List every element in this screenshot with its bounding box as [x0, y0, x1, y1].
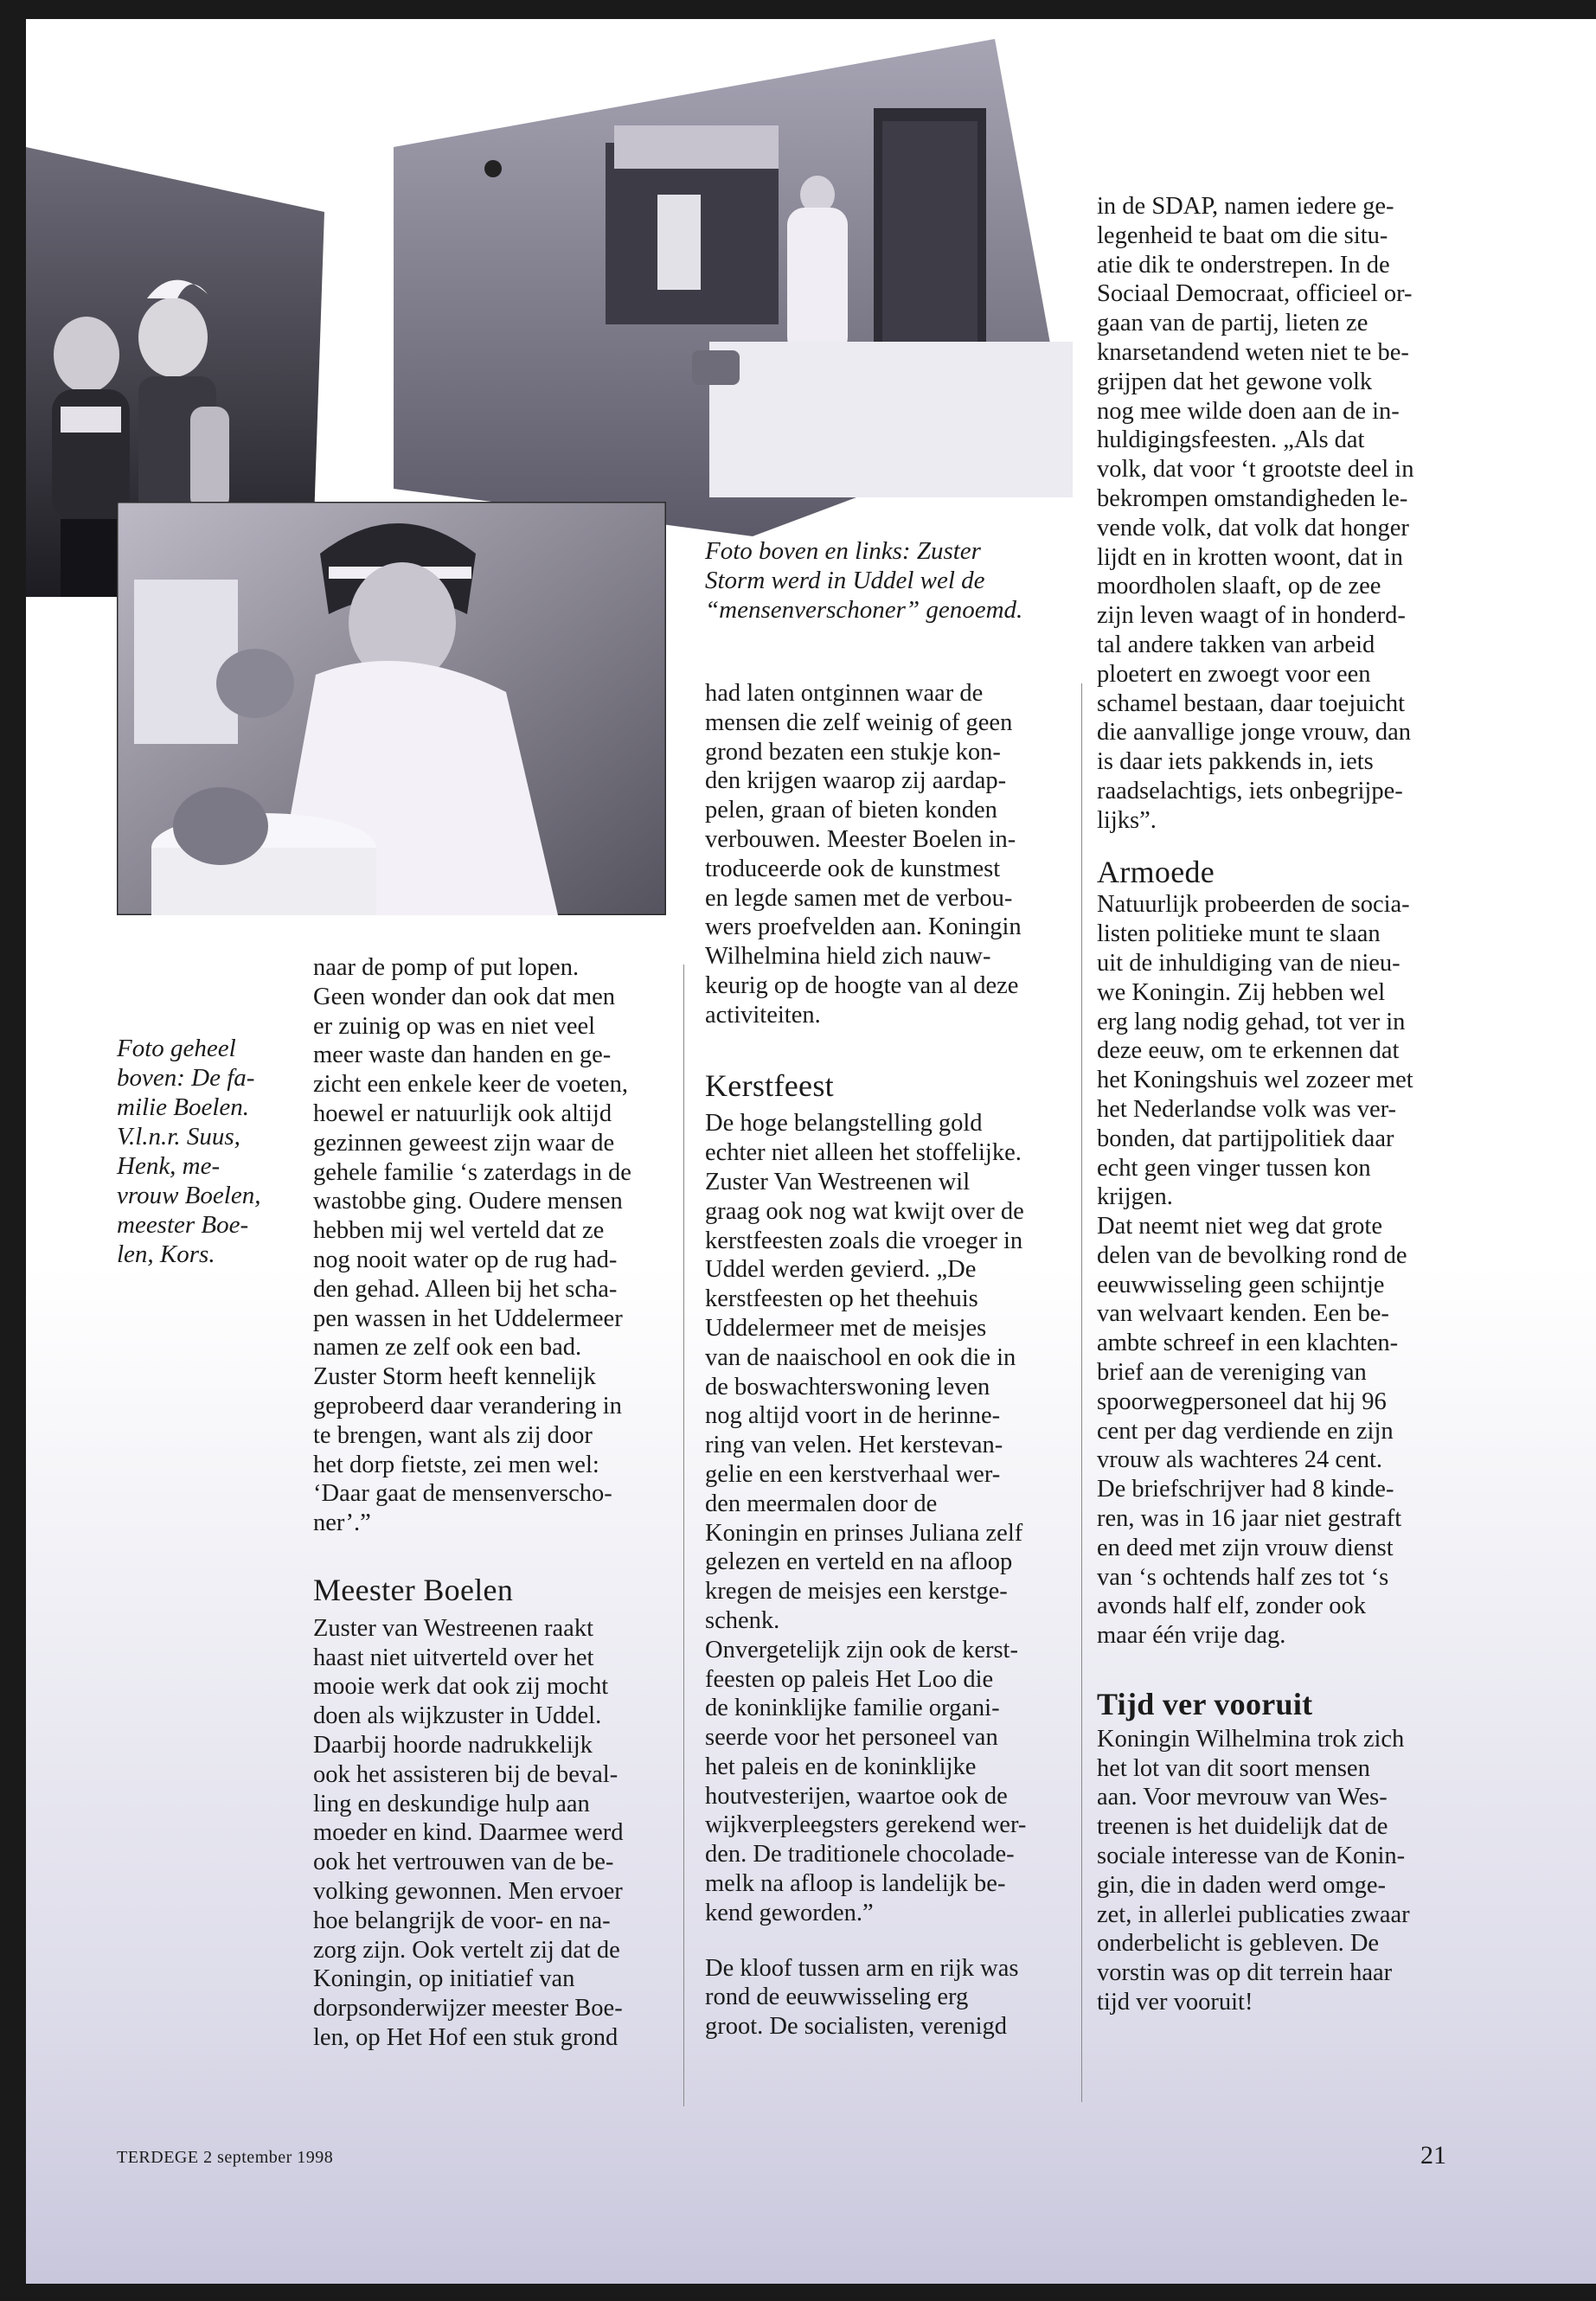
column-3-paragraph-2: Natuurlijk probeerden de socia- listen politieke munt te slaan uit de inhuldiging van de nieu- we Koningin. Zij hebben wel erg lang nodig gehad, tot ver in deze eeuw, om te erkennen dat het Koningshuis wel zozeer met het Nederlandse volk was ver- bonden, dat partijpolitiek daar echt geen vinger tussen kon krijgen. — [1097, 891, 1413, 1211]
column-2-paragraph-3: Onvergetelijk zijn ook de kerst- feesten op paleis Het Loo die de koninklijke familie organi- seerde voor het personeel van het paleis en de koninklijke houtvesterijen, waartoe ook de wijkverpleegsters gerekend wer- den. De traditionele chocolade- melk na afloop is landelijk be- kend geworden.” — [705, 1636, 1027, 1926]
column-1-paragraph-2: Zuster van Westreenen raakt haast niet uitverteld over het mooie werk dat ook zij mocht doen als wijkzuster in Uddel. Daarbij hoorde nadrukkelijk ook het assisteren bij de beval- ling en deskundige hulp aan moeder en kind. Daarmee werd ook het vertrouwen van de be- volking gewonnen. Men ervoer hoe belangrijk de voor- en na- zorg zijn. Ook vertelt zij dat de Koningin, op initiatief van dorpsonderwijzer meester Boe- len, op Het Hof een stuk grond — [313, 1614, 624, 2051]
photo-kitchen — [381, 39, 1081, 541]
scan-edge-top — [0, 0, 1596, 19]
photo-nurse — [117, 502, 666, 915]
column-3-paragraph-1: in de SDAP, namen iedere ge- legenheid te baat om die situ- atie dik te onderstrepen. In de Sociaal Democraat, officieel or- gaan van de partij, lieten ze knarsetandend weten niet te be- grijpen dat het gewone volk nog mee wilde doen aan de in- huldigingsfeesten. „Als dat volk, dat voor ‘t grootste deel in bekrompen omstandigheden le- vende volk, dat volk dat honger lijdt en in krotten woont, dat in moordholen slaaft, op de zee zijn leven waagt of in honderd- tal andere takken van arbeid ploetert en zwoegt voor een schamel bestaan, daar toejuicht die aanvallige jonge vrouw, dan is daar iets pakkends in, iets raadselachtigs, iets onbegrijpe- lijks”. — [1097, 193, 1414, 834]
column-1-paragraph-1: naar de pomp of put lopen. Geen wonder dan ook dat men er zuinig op was en niet veel meer waste dan handen en ge- zicht een enkele keer de voeten, hoewel er natuurlijk ook altijd gezinnen geweest zijn waar de gehele familie ‘s zaterdags in de wastobbe ging. Oudere mensen hebben mij wel verteld dat ze nog nooit water op de rug had- den gehad. Alleen bij het scha- pen wassen in het Uddelermeer namen ze zelf ook een bad. Zuster Storm heeft kennelijk geprobeerd daar verandering in te brengen, want als zij door het dorp fietste, zei men wel: ‘Daar gaat de mensenverscho- ner’.” — [313, 954, 631, 1537]
scan-edge-left — [0, 0, 26, 2301]
footer-publication: TERDEGE 2 september 1998 — [117, 2148, 334, 2167]
article-column-2 — [705, 679, 1073, 2041]
column-3-paragraph-4: Koningin Wilhelmina trok zich het lot van dit soort mensen aan. Voor mevrouw van Wes- treenen is het duidelijk dat de sociale interesse van de Konin- gin, die in daden werd omge- zet, in allerlei publicaties zwaar onderbelicht is gebleven. De vorstin was op dit terrein haar tijd ver vooruit! — [1097, 1725, 1410, 2016]
heading-tijd-ver-vooruit: Tijd ver vooruit — [1097, 1687, 1313, 1722]
photo-nurse-image — [117, 502, 666, 915]
heading-kerstfeest: Kerstfeest — [705, 1067, 834, 1103]
photo-kitchen-image — [381, 39, 1081, 541]
column-2-paragraph-2: De hoge belangstelling gold echter niet alleen het stoffelijke. Zuster Van Westreenen wil graag ook nog wat kwijt over de kerstfeesten zoals die vroeger in Uddel werden gevierd. „De kerstfeesten op het theehuis Uddelermeer met de meisjes van de naaischool en ook die in de boswachterswoning leven nog altijd voort in de herinne- ring van velen. Het kerstevan- gelie en een kerstverhaal wer- den meermalen door de Koningin en prinses Juliana zelf gelezen en verteld en na afloop kregen de meisjes een kerstge- schenk. — [705, 1110, 1024, 1634]
column-divider-2 — [1081, 683, 1082, 2102]
caption-nurse-photos: Foto boven en links: Zuster Storm werd in Uddel wel de “mensenverschoner” genoemd. — [705, 537, 1023, 624]
heading-meester-boelen: Meester Boelen — [313, 1572, 514, 1607]
heading-armoede: Armoede — [1097, 854, 1215, 889]
scan-edge-bottom — [0, 2284, 1596, 2301]
article-column-3 — [1097, 192, 1469, 2017]
column-2-paragraph-1: had laten ontginnen waar de mensen die zelf weinig of geen grond bezaten een stukje kon- den krijgen waarop zij aardap- pelen, graan of bieten konden verbouwen. Meester Boelen in- troduceerde ook de kunstmest en legde samen met de verbou- wers proefvelden aan. Koningin Wilhelmina hield zich nauw- keurig op de hoogte van al deze activiteiten. — [705, 680, 1022, 1029]
column-3-paragraph-3: Dat neemt niet weg dat grote delen van de bevolking rond de eeuwwisseling geen schijntje van welvaart kenden. Een be- ambte schreef in een klachten- brief aan de vereniging van spoorwegpersoneel dat hij 96 cent per dag verdiende en zijn vrouw als wachteres 24 cent. De briefschrijver had 8 kinde- ren, was in 16 jaar niet gestraft en deed met zijn vrouw dienst van ‘s ochtends half zes tot ‘s avonds half elf, zonder ook maar één vrije dag. — [1097, 1213, 1407, 1650]
column-divider-1 — [683, 965, 684, 2106]
page-number: 21 — [1420, 2141, 1446, 2170]
column-2-paragraph-4: De kloof tussen arm en rijk was rond de eeuwwisseling erg groot. De socialisten, verenigd — [705, 1954, 1019, 2041]
article-column-1 — [313, 953, 672, 2053]
caption-family-photo: Foto geheel boven: De fa- milie Boelen. V.l.n.r. Suus, Henk, me- vrouw Boelen, meester Boe- len, Kors. — [117, 1035, 261, 1268]
